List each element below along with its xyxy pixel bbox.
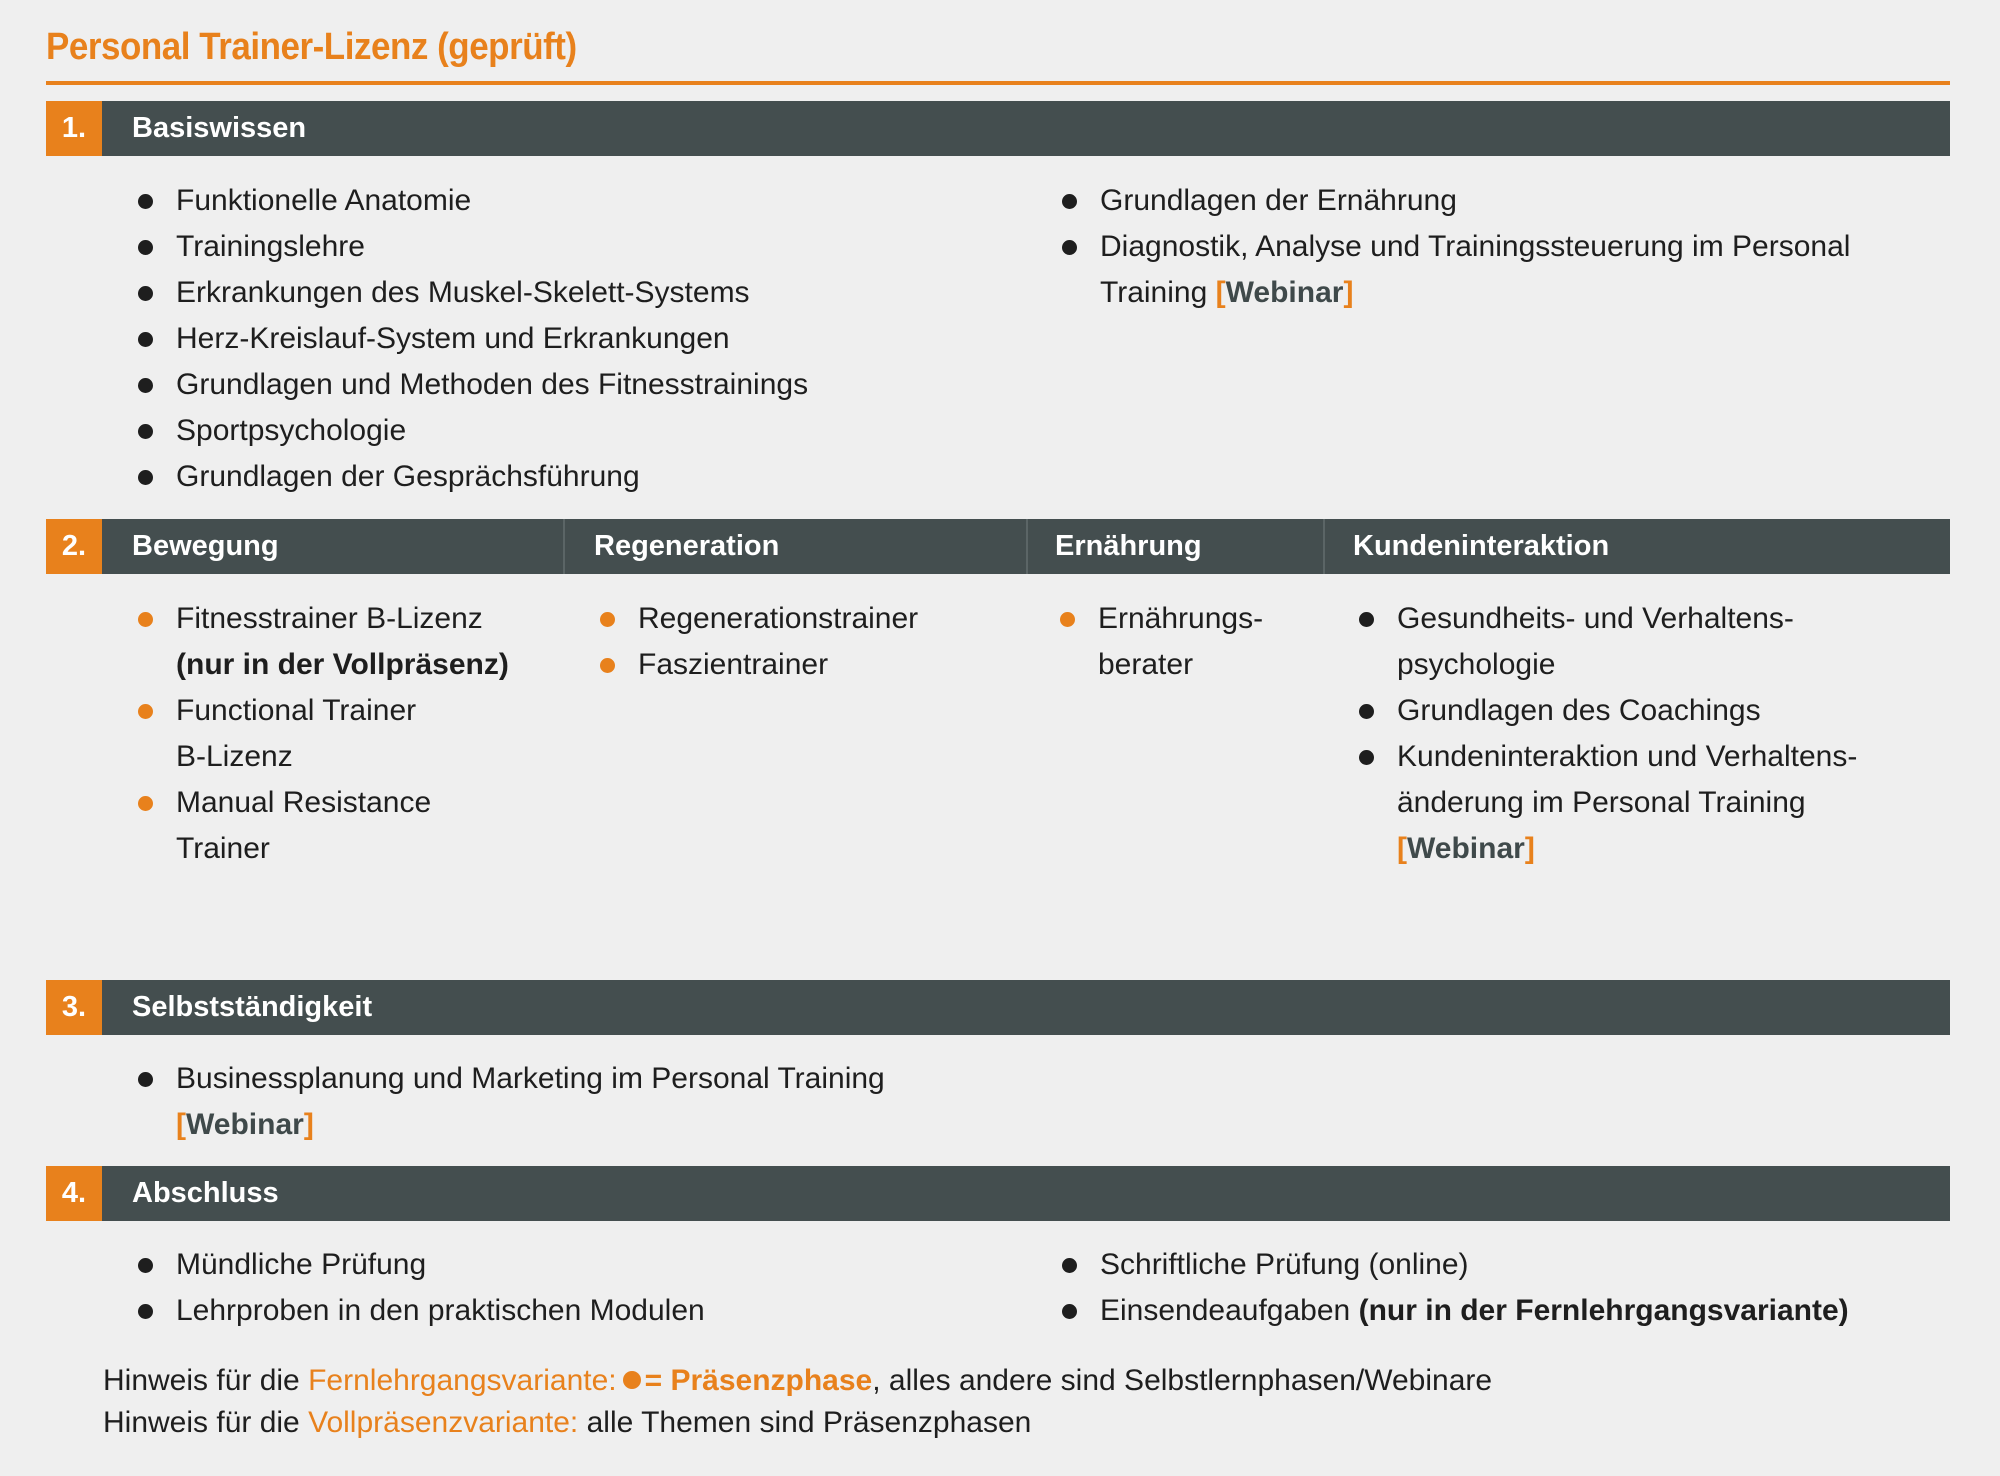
webinar-tag: [Webinar]: [1215, 276, 1354, 309]
column-divider: [563, 519, 565, 574]
section-4-list-right: [1060, 1242, 1849, 1334]
column-divider: [1323, 519, 1325, 574]
title-underline: [46, 81, 1950, 85]
ernaehrung-list: [1058, 596, 1263, 688]
section-4-header: [46, 1166, 1950, 1221]
section-title: Abschluss: [132, 1177, 279, 1209]
list-item: Grundlagen und Methoden des Fitnesstrainings: [136, 362, 808, 408]
webinar-tag: [Webinar]: [176, 1108, 314, 1141]
section-number: 1.: [46, 101, 102, 156]
list-item: Lehrproben in den praktischen Modulen: [136, 1288, 705, 1334]
note-vollpraesenz: Hinweis für die Vollpräsenzvariante: alle Themen sind Präsenzphasen: [103, 1406, 1032, 1439]
section-3-list: [136, 1056, 885, 1148]
section-2-header: [46, 519, 1950, 574]
list-item: Grundlagen der Gesprächsführung: [136, 454, 808, 500]
section-number: 3.: [46, 980, 102, 1035]
column-title-ernaehrung: Ernährung: [1055, 530, 1202, 562]
section-1-header: [46, 101, 1950, 156]
list-item: Funktionelle Anatomie: [136, 178, 808, 224]
section-4-list-left: [136, 1242, 705, 1334]
list-item: Fitnesstrainer B-Lizenz (nur in der Vollpräsenz): [136, 596, 509, 688]
section-1-list-left: [136, 178, 808, 500]
list-item: Manual Resistance Trainer: [136, 780, 509, 872]
list-item: Erkrankungen des Muskel-Skelett-Systems: [136, 270, 808, 316]
list-item: Gesundheits- und Verhaltens- psychologie: [1357, 596, 1857, 688]
list-item: Einsendeaufgaben (nur in der Fernlehrgangsvariante): [1060, 1288, 1849, 1334]
list-item: Sportpsychologie: [136, 408, 808, 454]
section-number: 2.: [46, 519, 102, 574]
webinar-tag: [Webinar]: [1397, 832, 1535, 865]
page-title: Personal Trainer-Lizenz (geprüft): [46, 26, 577, 68]
kundeninteraktion-list: [1357, 596, 1857, 872]
section-title: Selbstständigkeit: [132, 991, 373, 1023]
list-item: Diagnostik, Analyse und Trainingssteuerung im Personal Training [Webinar]: [1060, 224, 1850, 316]
section-number: 4.: [46, 1166, 102, 1221]
list-item: Faszientrainer: [598, 642, 918, 688]
list-item: Ernährungs- berater: [1058, 596, 1263, 688]
bewegung-list: [136, 596, 509, 872]
column-divider: [1026, 519, 1028, 574]
section-3-header: [46, 980, 1950, 1035]
note-fernlehrgang: Hinweis für die Fernlehrgangsvariante: = Präsenzphase, alles andere sind Selbstlernphasen/Webinare: [103, 1364, 1493, 1397]
regeneration-list: [598, 596, 918, 688]
list-item: Trainingslehre: [136, 224, 808, 270]
column-title-bewegung: Bewegung: [132, 530, 279, 562]
section-1-list-right: [1060, 178, 1850, 316]
list-item: Herz-Kreislauf-System und Erkrankungen: [136, 316, 808, 362]
list-item: Grundlagen der Ernährung: [1060, 178, 1850, 224]
column-title-kundeninteraktion: Kundeninteraktion: [1353, 530, 1610, 562]
list-item: Regenerationstrainer: [598, 596, 918, 642]
list-item: Schriftliche Prüfung (online): [1060, 1242, 1849, 1288]
list-item: Businessplanung und Marketing im Personal Training [Webinar]: [136, 1056, 885, 1148]
list-item: Grundlagen des Coachings: [1357, 688, 1857, 734]
presence-dot-icon: [623, 1371, 641, 1389]
list-item: Functional Trainer B-Lizenz: [136, 688, 509, 780]
section-title: Basiswissen: [132, 112, 307, 144]
list-item: Mündliche Prüfung: [136, 1242, 705, 1288]
list-item: Kundeninteraktion und Verhaltens- änderung im Personal Training [Webinar]: [1357, 734, 1857, 872]
column-title-regeneration: Regeneration: [594, 530, 780, 562]
